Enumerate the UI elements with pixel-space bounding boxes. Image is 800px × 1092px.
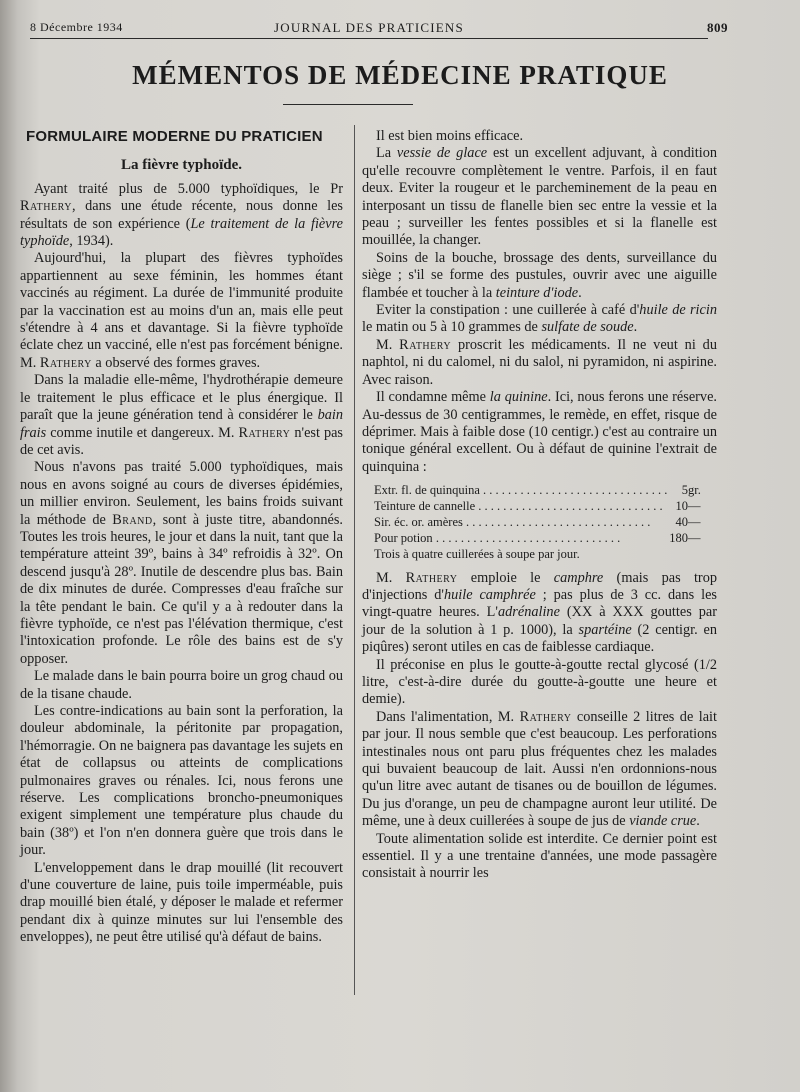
paragraph: La vessie de glace est un excellent adjuvant, à condition qu'elle recouvre complètement le ventre. Parfois, il en faut deux. Eviter la rougeur et le parcheminement de la peau en interposant un tissu de flanelle bien sec entre la vessie et la peau ; surveiller les fentes possibles et si la flanelle est mouillée, la changer. (362, 145, 717, 249)
column-divider (354, 125, 355, 995)
paragraph: Eviter la constipation : une cuillerée à café d'huile de ricin le matin ou 5 à 10 grammes de sulfate de soude. (362, 302, 717, 336)
title-divider (283, 104, 413, 105)
issue-date: 8 Décembre 1934 (30, 20, 123, 34)
table-row: Pour potion . . . 180 — (374, 530, 702, 546)
section-title: MÉMENTOS DE MÉDECINE PRATIQUE (132, 60, 668, 90)
paragraph: Il est bien moins efficace. (376, 128, 524, 144)
table-row: Teinture de cannelle . . . 10 — (374, 498, 702, 514)
table-row: Sir. éc. or. amères . . . 40 — (374, 514, 702, 530)
page-number: 809 (707, 20, 728, 35)
prescription-dosage: Trois à quatre cuillerées à soupe par jour. (374, 547, 580, 562)
prescription-table (374, 482, 702, 546)
article-subtitle: La fièvre typhoïde. (121, 157, 242, 174)
running-header (30, 18, 728, 39)
paragraph: Les contre-indications au bain sont la perforation, la douleur abdominale, la péritonite par propagation, l'hémorragie. On ne baignera pas davantage les sujets en état de collapsus ou atteints de complications pulmonaires graves ou rénales. Ici, nous ferons une réserve. Les complications broncho-pneumoniques exigent simplement une température plus chaude du bain (38º) et l'on n'en donnera guère que trois dans le jour. (20, 703, 343, 859)
paragraph: L'enveloppement dans le drap mouillé (lit recouvert d'une couverture de laine, puis toile imperméable, puis drap mouillé bien étalé, y déposer le malade et refermer pendant dix à quinze minutes sur lui l'ensemble des enveloppes), ne peut être utilisé qu'à défaut de bains. (20, 859, 343, 946)
column-title: FORMULAIRE MODERNE DU PRATICIEN (26, 128, 323, 145)
paragraph: Il préconise en plus le goutte-à-goutte rectal glycosé (1/2 litre, c'est-à-dire durée du goutte-à-goutte une heure et demie). (362, 656, 717, 708)
paragraph: Nous n'avons pas traité 5.000 typhoïdiques, mais nous en avons soigné au cours de diverses épidémies, un millier environ. Seulement, les bains froids suivant la méthode de Brand, sont à juste titre, abandonnés. Toutes les trois heures, le jour et dans la nuit, tant que la température atteint 39º, bains à 34º refroidis à 32º. On descend jusqu'à 28º. Inutile de descendre plus bas. Bain de dix minutes de durée. Compresses d'eau fraîche sur la tête pendant le bain. Ce qu'il y a à redouter dans la fièvre typhoïde, ce n'est pas l'élévation thermique, c'est l'intoxication profonde. Le rôle des bains est de s'y opposer. (20, 459, 343, 667)
paragraph: Dans la maladie elle-même, l'hydrothérapie demeure le traitement le plus efficace et le plus énergique. Il paraît que la jeune génération tend à considérer le bain frais comme inutile et dangereux. M. Rathery n'est pas de cet avis. (20, 372, 343, 458)
journal-title: JOURNAL DES PRATICIENS (274, 20, 464, 35)
paragraph: Soins de la bouche, brossage des dents, surveillance du siège ; s'il se forme des pustules, ouvrir avec une aiguille flambée et toucher à la teinture d'iode. (362, 249, 717, 301)
paragraph: Aujourd'hui, la plupart des fièvres typhoïdes appartiennent au sexe féminin, les hommes étant vaccinés au régiment. La durée de l'immunité produite par la vaccination est au moins d'un an, mais elle peut s'étendre à 4 ans et davantage. Si la fièvre typhoïde éclate chez un vacciné, elle n'est pas forcément bénigne. M. Rathery a observé des formes graves. (20, 250, 343, 371)
paragraph: Le malade dans le bain pourra boire un grog chaud ou de la tisane chaude. (20, 668, 343, 702)
right-column (362, 128, 717, 883)
paragraph: M. Rathery emploie le camphre (mais pas trop d'injections d'huile camphrée ; pas plus de 3 cc. dans les vingt-quatre heures. L'adrénaline (XX à XXX gouttes par jour de la solution à 1 p. 1000), la spartéine (2 centigr. en piqûres) seront utiles en cas de faiblesse cardiaque. (362, 569, 718, 656)
paragraph: M. Rathery proscrit les médicaments. Il ne veut ni du naphtol, ni du calomel, ni du salol, ni pyramidon, ni aspirine. Avec raison. (362, 336, 717, 388)
left-column (20, 128, 343, 947)
paragraph: Toute alimentation solide est interdite. Ce dernier point est essentiel. Il y a une trentaine d'années, une mode passagère consistait à nourrir les (362, 830, 717, 882)
paragraph: Il condamne même la quinine. Ici, nous ferons une réserve. Au-dessus de 30 centigrammes, le remède, en effet, risque de déprimer. Mais à faible dose (10 centigr.) c'est au contraire un tonique général excellent. Ou à défaut de quinine l'extrait de quinquina : (362, 389, 717, 475)
paragraph: Ayant traité plus de 5.000 typhoïdiques, le Pr Rathery, dans une étude récente, nous donne les résultats de son expérience (Le traitement de la fièvre typhoïde, 1934). (20, 180, 343, 250)
paragraph: Dans l'alimentation, M. Rathery conseille 2 litres de lait par jour. Il nous semble que c'est beaucoup. Les perforations intestinales nous ont paru plus fréquentes chez les malades qui buvaient beaucoup de lait. Aussi n'en ordonnions-nous qu'un litre avec autant de tisanes ou de bouillon de légumes. Du jus d'orange, un peu de champagne auront leur utilité. De même, une à deux cuillerées à soupe de jus de viande crue. (362, 708, 717, 830)
table-row: Extr. fl. de quinquina . . . 5 gr. (374, 482, 702, 498)
